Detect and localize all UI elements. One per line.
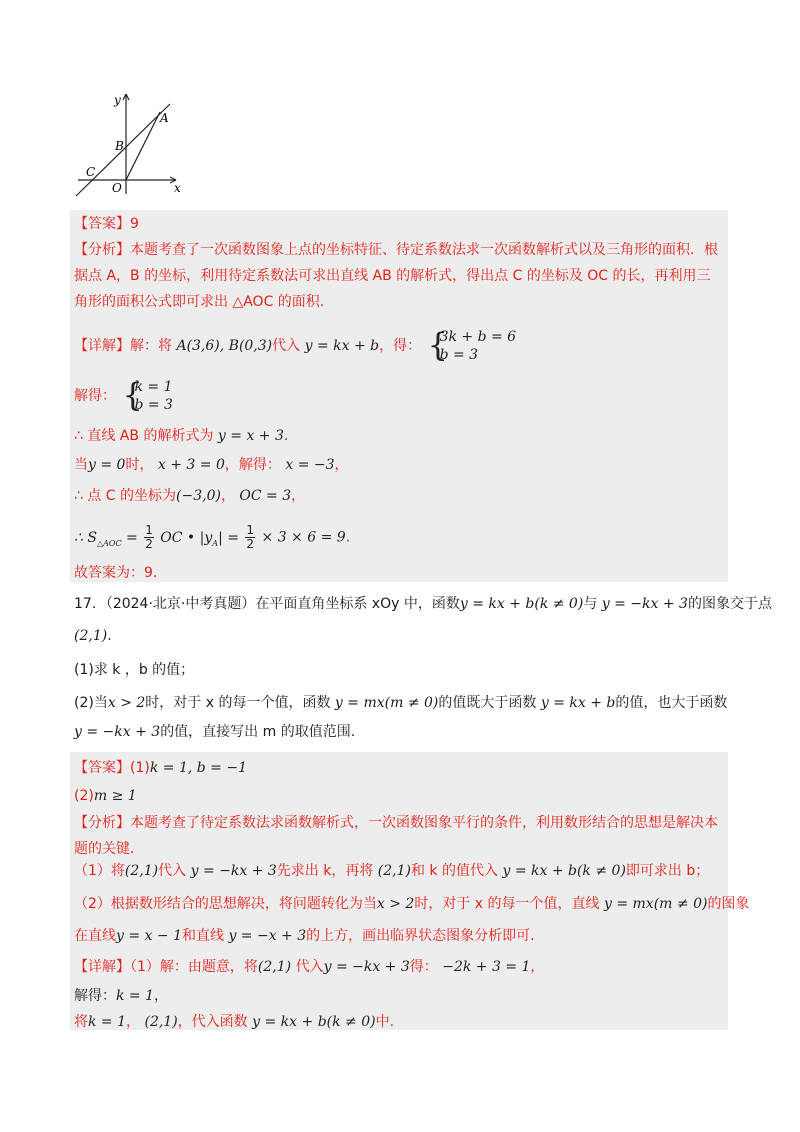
- q17-detail-3: 将k = 1， (2,1)，代入函数 y = kx + b(k ≠ 0)中.: [74, 1014, 395, 1030]
- fraction-half-1: $\frac{1}{2}$: [145, 523, 153, 551]
- q17-part2-line2: y = −kx + 3的值，直接写出 m 的取值范围.: [74, 724, 356, 740]
- q16-answer: 【答案】9: [74, 216, 139, 232]
- q16-detail-line5: ∴ 点 C 的坐标为(−3,0)， OC = 3，: [74, 488, 306, 504]
- label-c: C: [86, 165, 96, 179]
- q17-analysis-1: （1）将(2,1)代入 y = −kx + 3先求出 k，再将 (2,1)和 k 的值代入 y = kx + b(k ≠ 0)即可求出 b；: [74, 863, 710, 879]
- q16-detail-line4: 当y = 0时， x + 3 = 0，解得： x = −3，: [74, 457, 349, 473]
- label-y: y: [114, 93, 121, 107]
- equation-system-1: { 3k + b = 6 b = 3: [430, 328, 517, 364]
- q17-detail-2: 解得：k = 1，: [74, 988, 169, 1004]
- q16-detail-line3: ∴ 直线 AB 的解析式为 y = x + 3．: [74, 428, 298, 444]
- equation-system-2: { k = 1 b = 3: [124, 378, 173, 414]
- q17-part1: (1)求 k ，b 的值；: [74, 662, 195, 678]
- q17-answer-1: 【答案】(1)k = 1, b = −1: [74, 760, 247, 776]
- q17-stem-line1: 17．（2024·北京·中考真题）在平面直角坐标系 xOy 中，函数y = kx + b(k ≠ 0)与 y = −kx + 3的图象交于点: [74, 596, 772, 612]
- q16-detail-line6: ∴ $S_{\triangle AOC}$ = $\frac{1}{2}$ OC • $|y_A|$ = $\frac{1}{2}$ × 3 × 6 = 9．: [74, 523, 360, 551]
- q17-answer-shade: [70, 752, 728, 1030]
- q16-detail-line1: 【详解】解：将 A(3,6), B(0,3)代入 y = kx + b，得： { 3k + b = 6 b = 3: [74, 328, 520, 364]
- label-x: x: [174, 181, 181, 195]
- q17-part2-line1: (2)当x > 2时，对于 x 的每一个值，函数 y = mx(m ≠ 0)的值既大于函数 y = kx + b的值，也大于函数: [74, 695, 728, 711]
- q17-answer-2: (2)m ≥ 1: [74, 788, 137, 804]
- label-b: B: [115, 139, 124, 153]
- q17-analysis-3: 在直线y = x − 1和直线 y = −x + 3的上方，画出临界状态图象分析即可．: [74, 928, 545, 944]
- q17-detail-1: 【详解】（1）解：由题意，将(2,1) 代入y = −kx + 3得： −2k + 3 = 1，: [74, 959, 545, 975]
- graph-figure: [70, 88, 190, 200]
- q17-analysis-2: （2）根据数形结合的思想解决，将问题转化为当x > 2时，对于 x 的每一个值，直线 y = mx(m ≠ 0)的图象: [74, 896, 750, 912]
- line-oa: [126, 112, 160, 180]
- q17-stem-line2: (2,1).: [74, 628, 112, 644]
- q16-detail-line2: 解得： { k = 1 b = 3: [74, 378, 177, 414]
- q16-final-answer: 故答案为：9．: [74, 565, 167, 581]
- fraction-half-2: $\frac{1}{2}$: [246, 523, 255, 551]
- label-o: O: [112, 181, 122, 195]
- q16-analysis: 【分析】本题考查了一次函数图象上点的坐标特征、待定系数法求一次函数解析式以及三角形的面积．根据点 A，B 的坐标，利用待定系数法可求出直线 AB 的解析式，得出点 C 的坐标及 OC 的长，再利用三角形的面积公式即可求出 △AOC 的面积．: [74, 242, 718, 310]
- label-a: A: [160, 111, 169, 125]
- q17-analysis: 【分析】本题考查了待定系数法求函数解析式，一次函数图象平行的条件，利用数形结合的思想是解决本题的关键．: [74, 815, 718, 857]
